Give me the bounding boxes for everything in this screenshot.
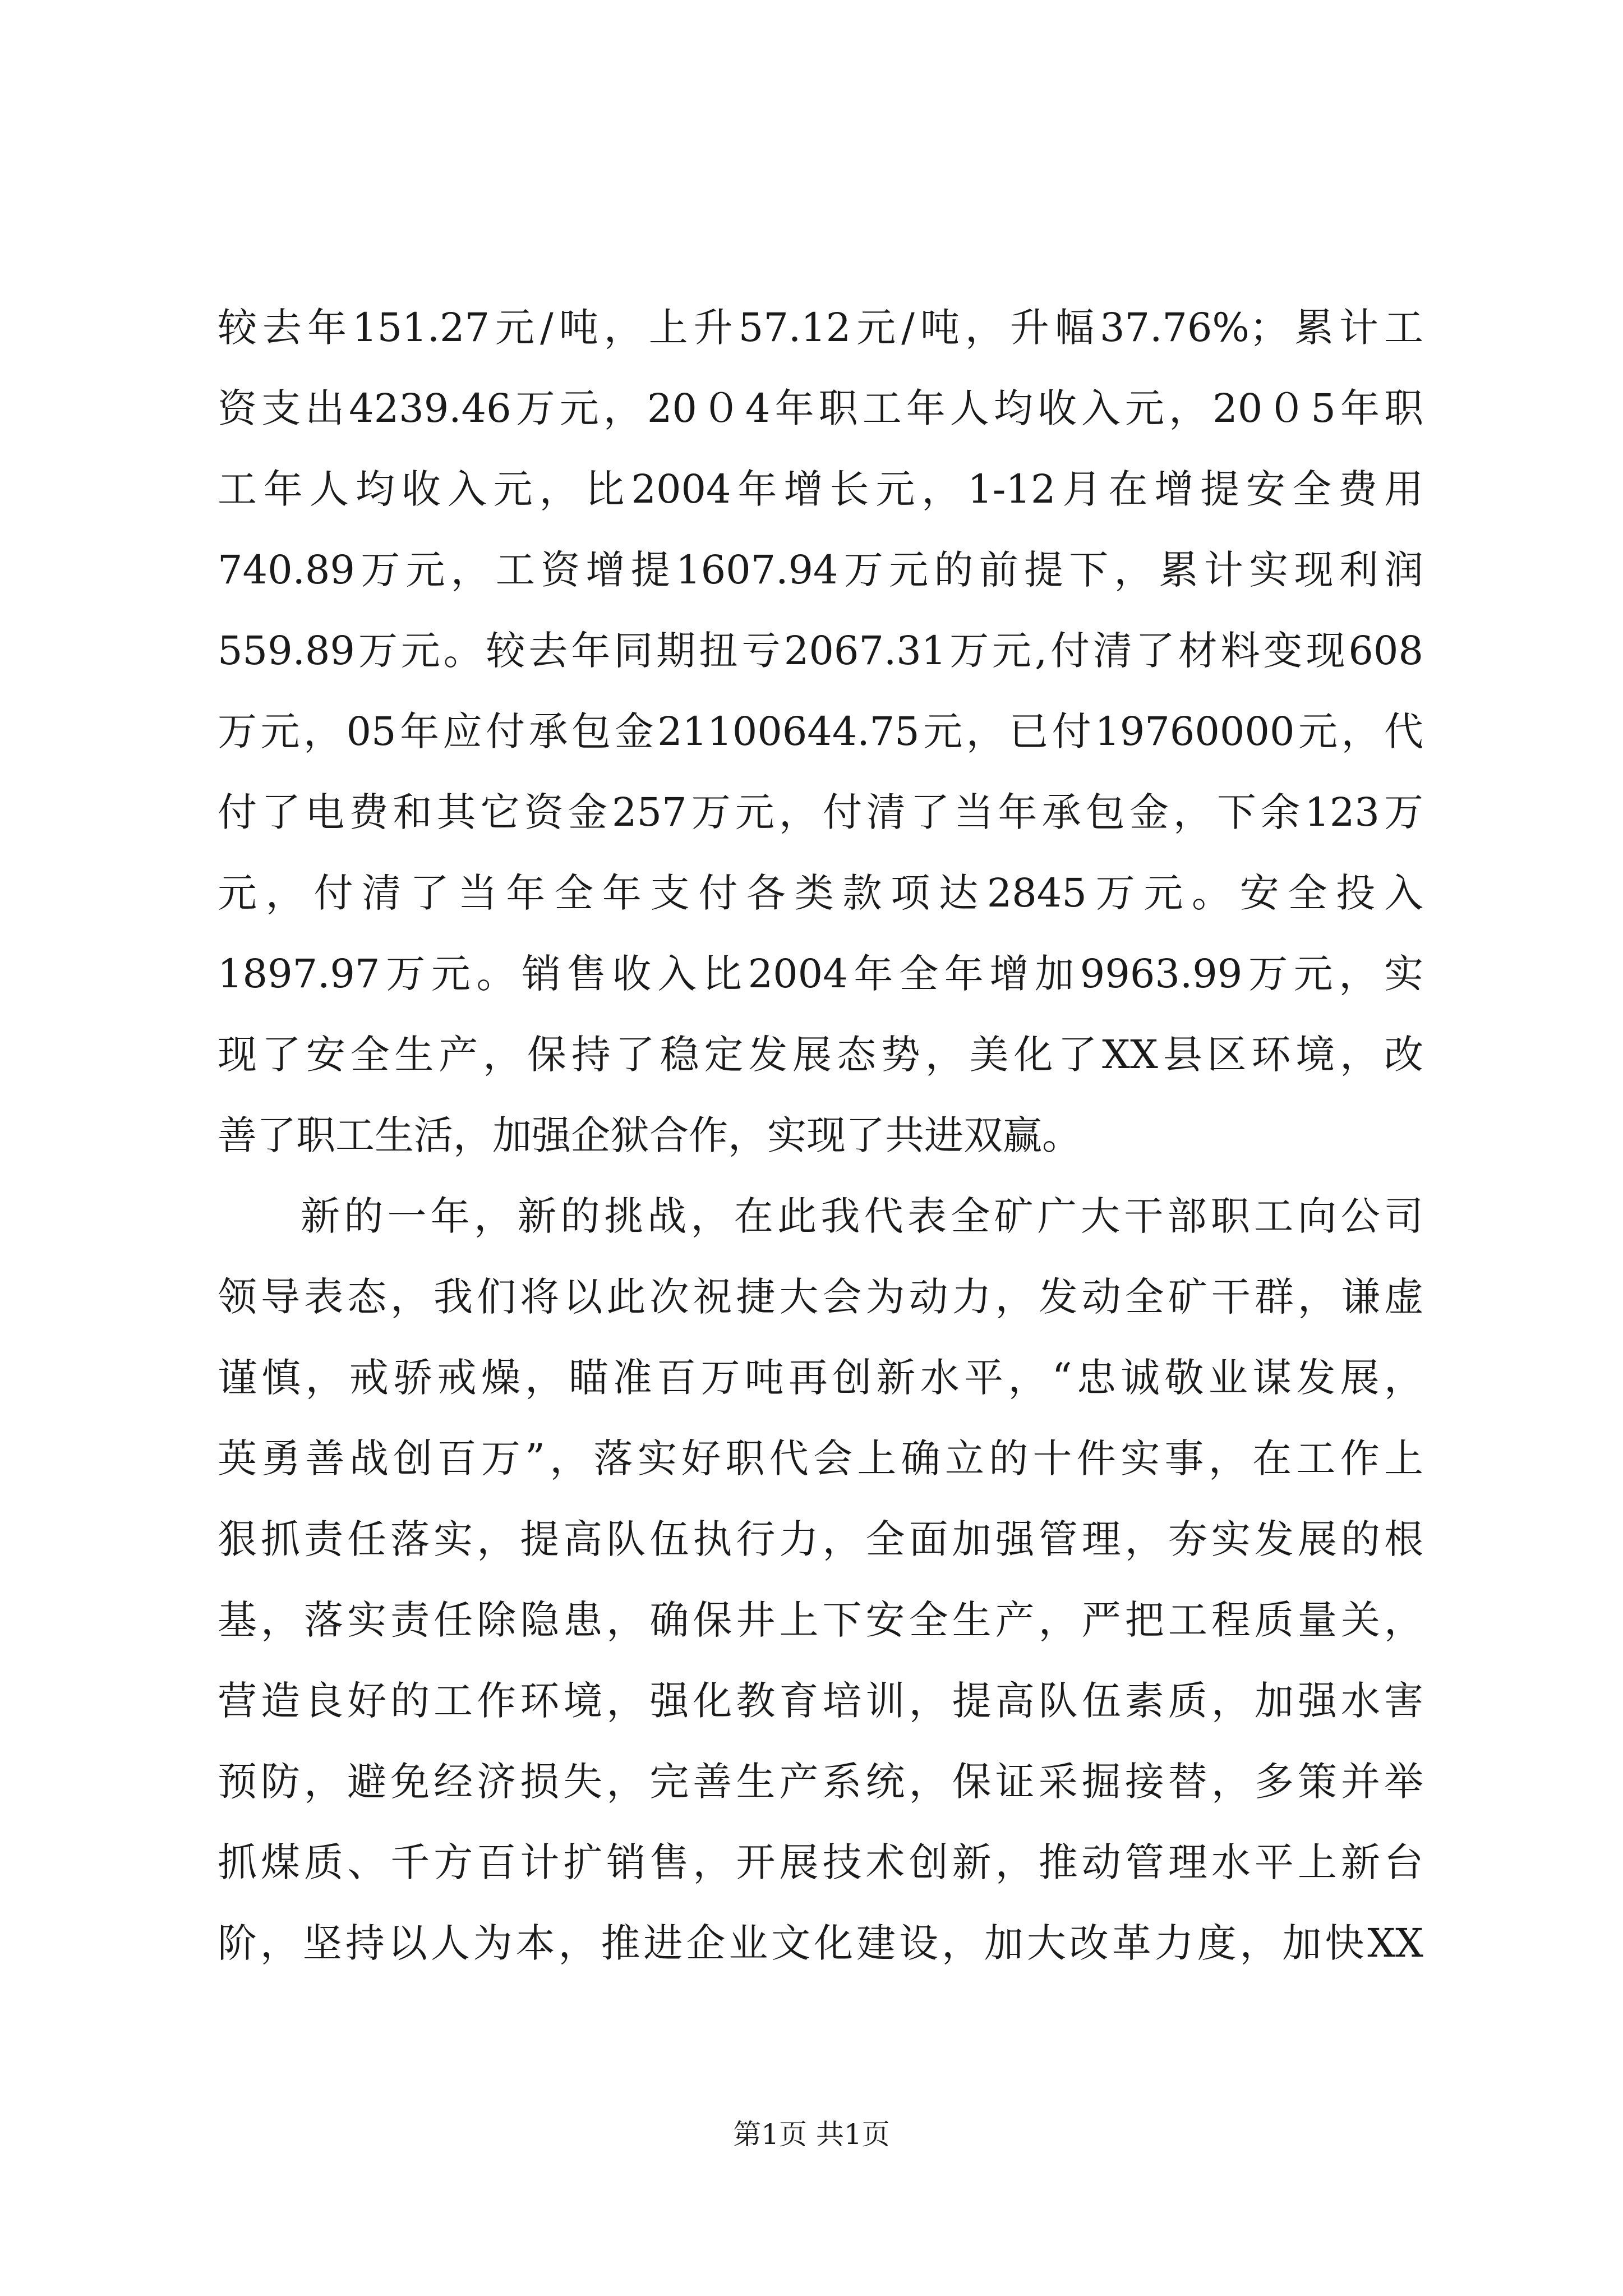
text-line: 狠抓责任落实，提高队伍执行力，全面加强管理，夯实发展的根 [218,1516,1423,1562]
paragraph-1 [218,287,1423,1176]
text-line: 元，付清了当年全年支付各类款项达2845万元。安全投入 [218,870,1423,916]
page-number-label: 第1页 共1页 [733,2118,890,2151]
text-line: 善了职工生活，加强企狱合作，实现了共进双赢。 [218,1112,1081,1158]
text-line: 740.89万元，工资增提1607.94万元的前提下，累计实现利润 [218,547,1423,593]
text-line: 现了安全生产，保持了稳定发展态势，美化了XX县区环境，改 [218,1032,1423,1078]
paragraph-2 [218,1176,1423,1984]
text-line: 559.89万元。较去年同期扭亏2067.31万元,付清了材料变现608 [218,628,1423,674]
text-line: 1897.97万元。销售收入比2004年全年增加9963.99万元，实 [218,951,1423,997]
text-line: 预防，避免经济损失，完善生产系统，保证采掘接替，多策并举 [218,1759,1423,1805]
text-line: 领导表态，我们将以此次祝捷大会为动力，发动全矿干群，谦虚 [218,1274,1423,1320]
text-line: 万元，05年应付承包金21100644.75元，已付19760000元，代 [218,708,1423,754]
text-line: 抓煤质、千方百计扩销售，开展技术创新，推动管理水平上新台 [218,1839,1423,1885]
page-footer [0,2115,1623,2154]
text-line: 谨慎，戒骄戒燥，瞄准百万吨再创新水平，“忠诚敬业谋发展， [218,1355,1423,1401]
document-body [218,287,1423,1984]
text-line: 营造良好的工作环境，强化教育培训，提高队伍素质，加强水害 [218,1678,1423,1724]
text-line: 基，落实责任除隐患，确保井上下安全生产，严把工程质量关， [218,1597,1423,1643]
text-line: 英勇善战创百万”，落实好职代会上确立的十件实事，在工作上 [218,1435,1423,1481]
text-line: 阶，坚持以人为本，推进企业文化建设，加大改革力度，加快XX [218,1920,1423,1966]
text-line: 新的一年，新的挑战，在此我代表全矿广大干部职工向公司 [301,1193,1423,1239]
text-line: 付了电费和其它资金257万元，付清了当年承包金，下余123万 [218,789,1423,835]
text-line: 资支出4239.46万元，20０4年职工年人均收入元，20０5年职 [218,385,1423,431]
text-line: 工年人均收入元，比2004年增长元，1-12月在增提安全费用 [218,466,1423,512]
text-line: 较去年151.27元/吨，上升57.12元/吨，升幅37.76%；累计工 [218,305,1423,351]
